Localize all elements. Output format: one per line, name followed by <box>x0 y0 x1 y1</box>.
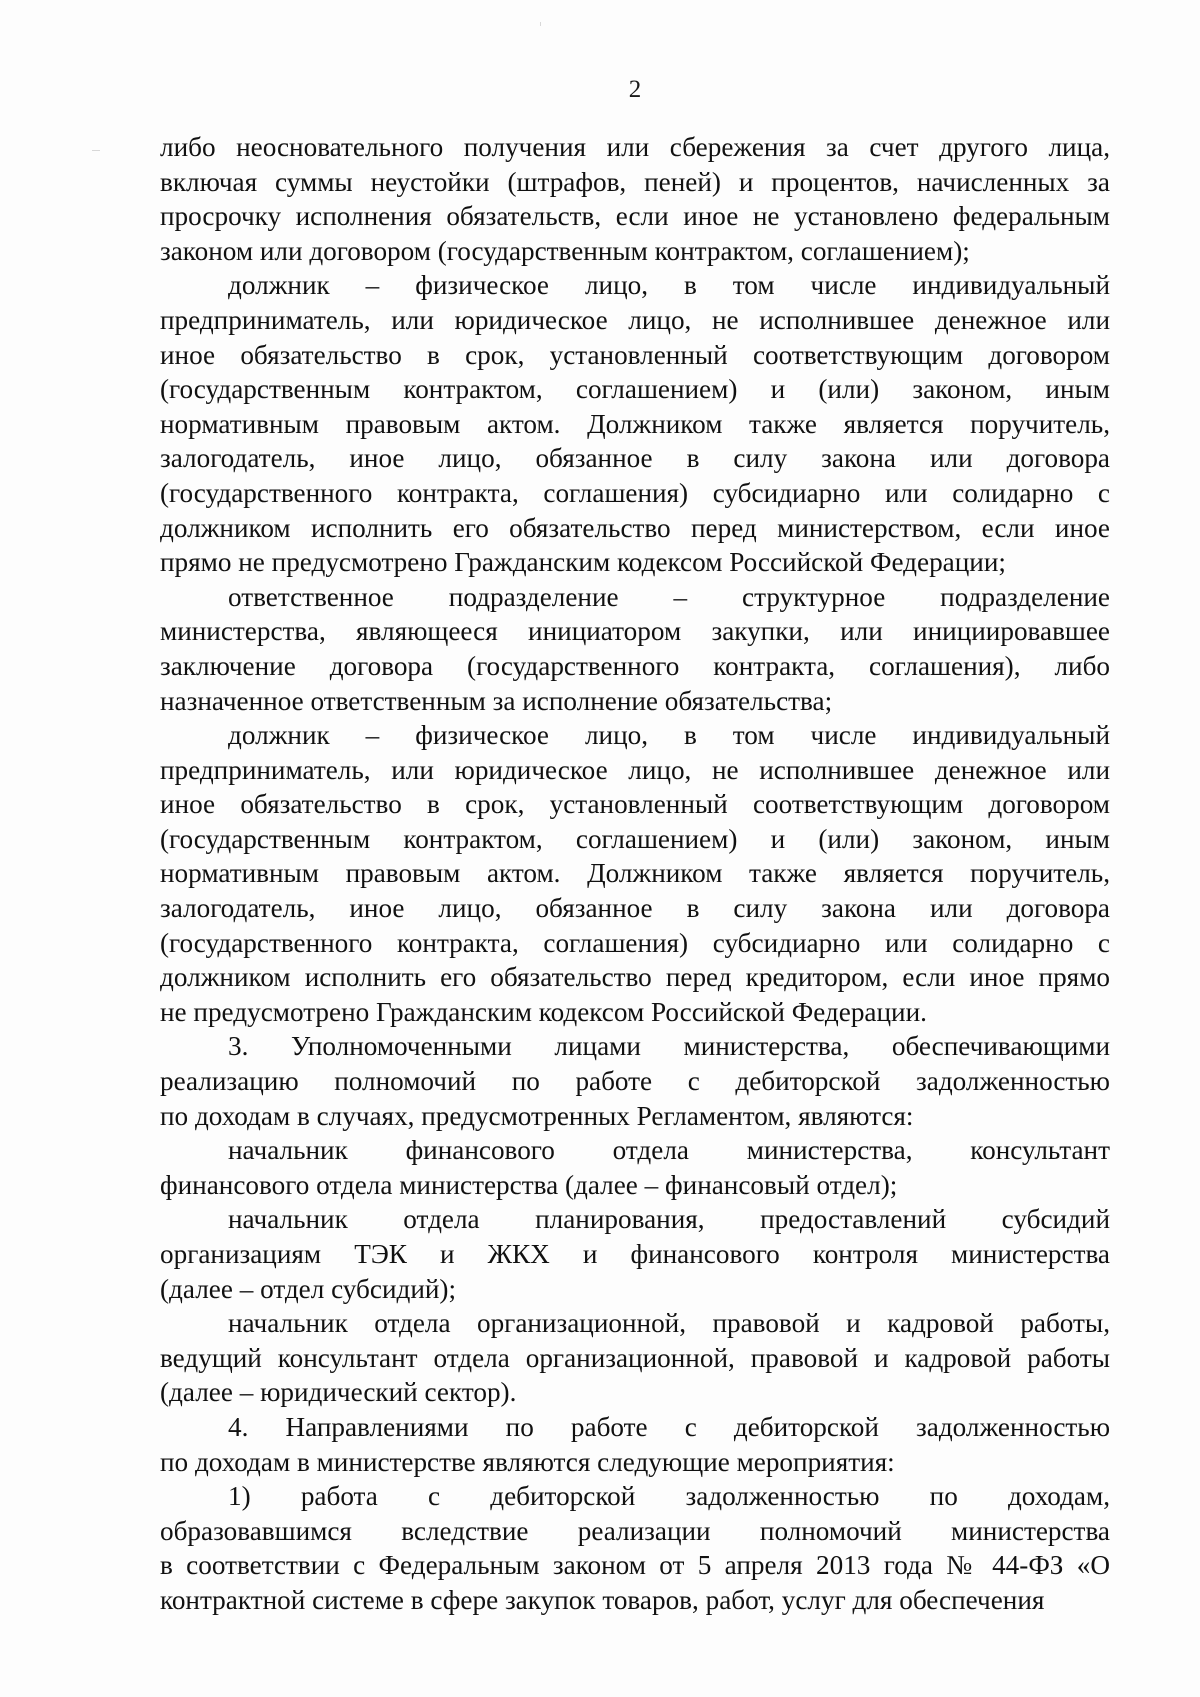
text-line: министерства, являющееся инициатором закупки, или инициировавшее <box>160 616 1110 647</box>
text-line: прямо не предусмотрено Гражданским кодексом Российской Федерации; <box>160 547 1006 578</box>
paragraph <box>160 1133 1110 1202</box>
paragraph <box>160 1410 1110 1479</box>
text-line: (далее – отдел субсидий); <box>160 1273 457 1304</box>
text-line: (государственным контрактом, соглашением) и (или) законом, иным <box>160 823 1110 854</box>
text-line: контрактной системе в сфере закупок товаров, работ, услуг для обеспечения <box>160 1584 1045 1615</box>
text-line: должник – физическое лицо, в том числе индивидуальный <box>228 720 1110 751</box>
text-line: законом или договором (государственным контрактом, соглашением); <box>160 235 970 266</box>
text-line: не предусмотрено Гражданским кодексом Российской Федерации. <box>160 996 927 1027</box>
text-line: реализацию полномочий по работе с дебиторской задолженностью <box>160 1066 1110 1097</box>
paragraph <box>160 1202 1110 1306</box>
text-line: залогодатель, иное лицо, обязанное в силу закона или договора <box>160 443 1110 474</box>
text-line: иное обязательство в срок, установленный соответствующим договором <box>160 339 1110 370</box>
text-line: должник – физическое лицо, в том числе индивидуальный <box>228 270 1110 301</box>
text-line: включая суммы неустойки (штрафов, пеней) и процентов, начисленных за <box>160 166 1110 197</box>
paragraph <box>160 268 1110 579</box>
text-line: начальник отдела организационной, правовой и кадровой работы, <box>228 1308 1110 1339</box>
scan-artifact-mark <box>540 22 541 26</box>
text-line: назначенное ответственным за исполнение обязательства; <box>160 685 833 716</box>
text-line: начальник отдела планирования, предоставлений субсидий <box>228 1204 1110 1235</box>
page-number: 2 <box>628 76 642 103</box>
paragraph <box>160 718 1110 1029</box>
text-line: заключение договора (государственного контракта, соглашения), либо <box>160 650 1110 681</box>
text-line: ответственное подразделение – структурное подразделение <box>228 581 1110 612</box>
text-line: (далее – юридический сектор). <box>160 1377 517 1408</box>
text-line: 4. Направлениями по работе с дебиторской задолженностью <box>228 1411 1110 1442</box>
text-line: ведущий консультант отдела организационной, правовой и кадровой работы <box>160 1342 1110 1373</box>
text-line: (государственного контракта, соглашения) субсидиарно или солидарно с <box>160 477 1110 508</box>
text-line: 1) работа с дебиторской задолженностью по доходам, <box>228 1481 1110 1512</box>
paragraph <box>160 1306 1110 1410</box>
paragraph <box>160 1029 1110 1133</box>
text-line: предприниматель, или юридическое лицо, не исполнившее денежное или <box>160 304 1110 335</box>
text-line: должником исполнить его обязательство перед министерством, если иное <box>160 512 1110 543</box>
text-line: финансового отдела министерства (далее – финансовый отдел); <box>160 1169 898 1200</box>
text-line: организациям ТЭК и ЖКХ и финансового контроля министерства <box>160 1239 1110 1269</box>
text-line: в соответствии с Федеральным законом от 5 апреля 2013 года № 44-ФЗ «О <box>160 1550 1110 1581</box>
text-line: (государственным контрактом, соглашением) и (или) законом, иным <box>160 374 1110 405</box>
document-body <box>160 130 1110 1618</box>
paragraph <box>160 130 1110 268</box>
text-line: предприниматель, или юридическое лицо, не исполнившее денежное или <box>160 754 1110 785</box>
scan-artifact-mark <box>92 150 100 151</box>
text-line: иное обязательство в срок, установленный соответствующим договором <box>160 789 1110 820</box>
text-line: образовавшимся вследствие реализации полномочий министерства <box>160 1515 1110 1546</box>
text-line: по доходам в случаях, предусмотренных Регламентом, являются: <box>160 1100 914 1131</box>
text-line: 3. Уполномоченными лицами министерства, обеспечивающими <box>228 1031 1110 1062</box>
text-line: нормативным правовым актом. Должником также является поручитель, <box>160 408 1110 439</box>
text-line: начальник финансового отдела министерства, консультант <box>228 1135 1110 1166</box>
text-line: либо неосновательного получения или сбережения за счет другого лица, <box>160 132 1110 162</box>
text-line: нормативным правовым актом. Должником также является поручитель, <box>160 858 1110 889</box>
text-line: (государственного контракта, соглашения) субсидиарно или солидарно с <box>160 927 1110 958</box>
text-line: по доходам в министерстве являются следующие мероприятия: <box>160 1446 895 1477</box>
paragraph <box>160 580 1110 718</box>
paragraph <box>160 1479 1110 1617</box>
text-line: просрочку исполнения обязательств, если иное не установлено федеральным <box>160 201 1110 232</box>
text-line: залогодатель, иное лицо, обязанное в силу закона или договора <box>160 893 1110 924</box>
text-line: должником исполнить его обязательство перед кредитором, если иное прямо <box>160 962 1110 993</box>
